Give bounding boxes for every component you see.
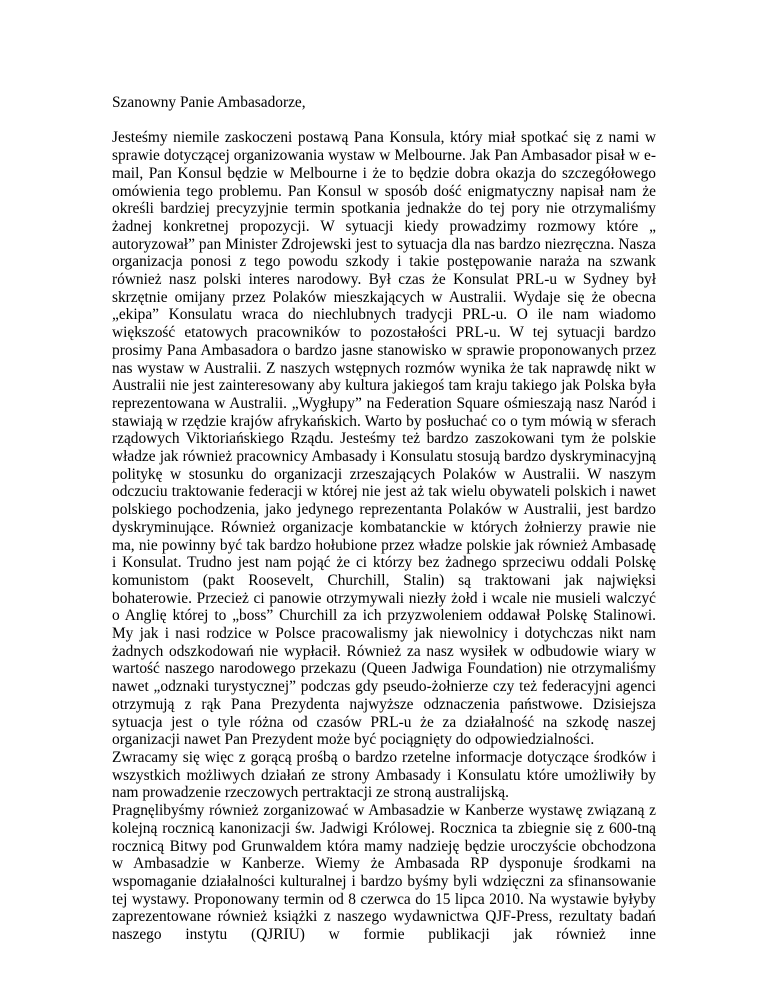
letter-paragraph-3: Pragnęlibyśmy również zorganizować w Ambasadzie w Kanberze wystawę związaną z kolejną rocznicą kanonizacji św. Jadwigi Królowej. Rocznica ta zbiegnie się z 600-tną rocznicą Bitwy pod Grunwaldem która mamy nadzieję będzie uroczyście obchodzona w Ambasadzie w Kanberze. Wiemy że Ambasada RP dysponuje środkami na wspomaganie działalności kulturalnej i bardzo byśmy byli wdzięczni za sfinansowanie tej wystawy. Proponowany termin od 8 czerwca do 15 lipca 2010. Na wystawie byłyby zaprezentowane również książki z naszego wydawnictwa QJF-Press, rezultaty badań naszego instytu (QJRIU) w formie publikacji jak również inne	[112, 802, 656, 944]
letter-paragraph-1: Jesteśmy niemile zaskoczeni postawą Pana Konsula, który miał spotkać się z nami w sprawie dotyczącej organizowania wystaw w Melbourne. Jak Pan Ambasador pisał w e-mail, Pan Konsul będzie w Melbourne i że to będzie dobra okazja do szczegółowego omówienia tego problemu. Pan Konsul w sposób dość enigmatyczny napisał nam że określi bardziej precyzyjnie termin spotkania jednakże do tej pory nie otrzymaliśmy żadnej konkretnej propozycji. W sytuacji kiedy prowadzimy rozmowy które „ autoryzował” pan Minister Zdrojewski jest to sytuacja dla nas bardzo niezręczna. Nasza organizacja ponosi z tego powodu szkody i takie postępowanie naraża na szwank również nasz polski interes narodowy. Był czas że Konsulat PRL-u w Sydney był skrzętnie omijany przez Polaków mieszkających w Australii. Wydaje się że obecna „ekipa” Konsulatu wraca do niechlubnych tradycji PRL-u. O ile nam wiadomo większość etatowych pracowników to pozostałości PRL-u. W tej sytuacji bardzo prosimy Pana Ambasadora o bardzo jasne stanowisko w sprawie proponowanych przez nas wystaw w Australii. Z naszych wstępnych rozmów wynika że tak naprawdę nikt w Australii nie jest zainteresowany aby kultura jakiegoś tam kraju takiego jak Polska była reprezentowana w Australii. „Wygłupy” na Federation Square ośmieszają nasz Naród i stawiają w rzędzie krajów afrykańskich. Warto by posłuchać co o tym mówią w sferach rządowych Viktoriańskiego Rządu. Jesteśmy też bardzo zaszokowani tym że polskie władze jak również pracownicy Ambasady i Konsulatu stosują bardzo dyskryminacyjną politykę w stosunku do organizacji zrzeszających Polaków w Australii. W naszym odczuciu traktowanie federacji w której nie jest aż tak wielu obywateli polskich i nawet polskiego pochodzenia, jako jedynego reprezentanta Polaków w Australii, jest bardzo dyskryminujące. Również organizacje kombatanckie w których żołnierzy prawie nie ma, nie powinny być tak bardzo hołubione przez władze polskie jak również Ambasadę i Konsulat. Trudno jest nam pojąć że ci którzy bez żadnego sprzeciwu oddali Polskę komunistom (pakt Roosevelt, Churchill, Stalin) są traktowani jak najwięksi bohaterowie. Przecież ci panowie otrzymywali niezły żołd i wcale nie musieli walczyć o Anglię której to „boss” Churchill za ich przyzwoleniem oddawał Polskę Stalinowi. My jak i nasi rodzice w Polsce pracowalismy jak niewolnicy i dotychczas nikt nam żadnych odszkodowań nie wypłacił. Również za nasz wysiłek w odbudowie wiary w wartość naszego narodowego przekazu (Queen Jadwiga Foundation) nie otrzymaliśmy nawet „odznaki turystycznej” podczas gdy pseudo-żołnierze czy też federacyjni agenci otrzymują z rąk Pana Prezydenta najwyższe odznaczenia państwowe. Dzisiejsza sytuacja jest o tyle różna od czasów PRL-u że za działalność na szkodę naszej organizacji nawet Pan Prezydent może być pociągnięty do odpowiedzialności.	[112, 129, 656, 749]
letter-page	[112, 94, 656, 944]
letter-paragraph-2: Zwracamy się więc z gorącą prośbą o bardzo rzetelne informacje dotyczące środków i wszystkich możliwych działań ze strony Ambasady i Konsulatu które umożliwiły by nam prowadzenie rzeczowych pertraktacji ze stroną australijską.	[112, 749, 656, 802]
letter-salutation: Szanowny Panie Ambasadorze,	[112, 94, 306, 111]
